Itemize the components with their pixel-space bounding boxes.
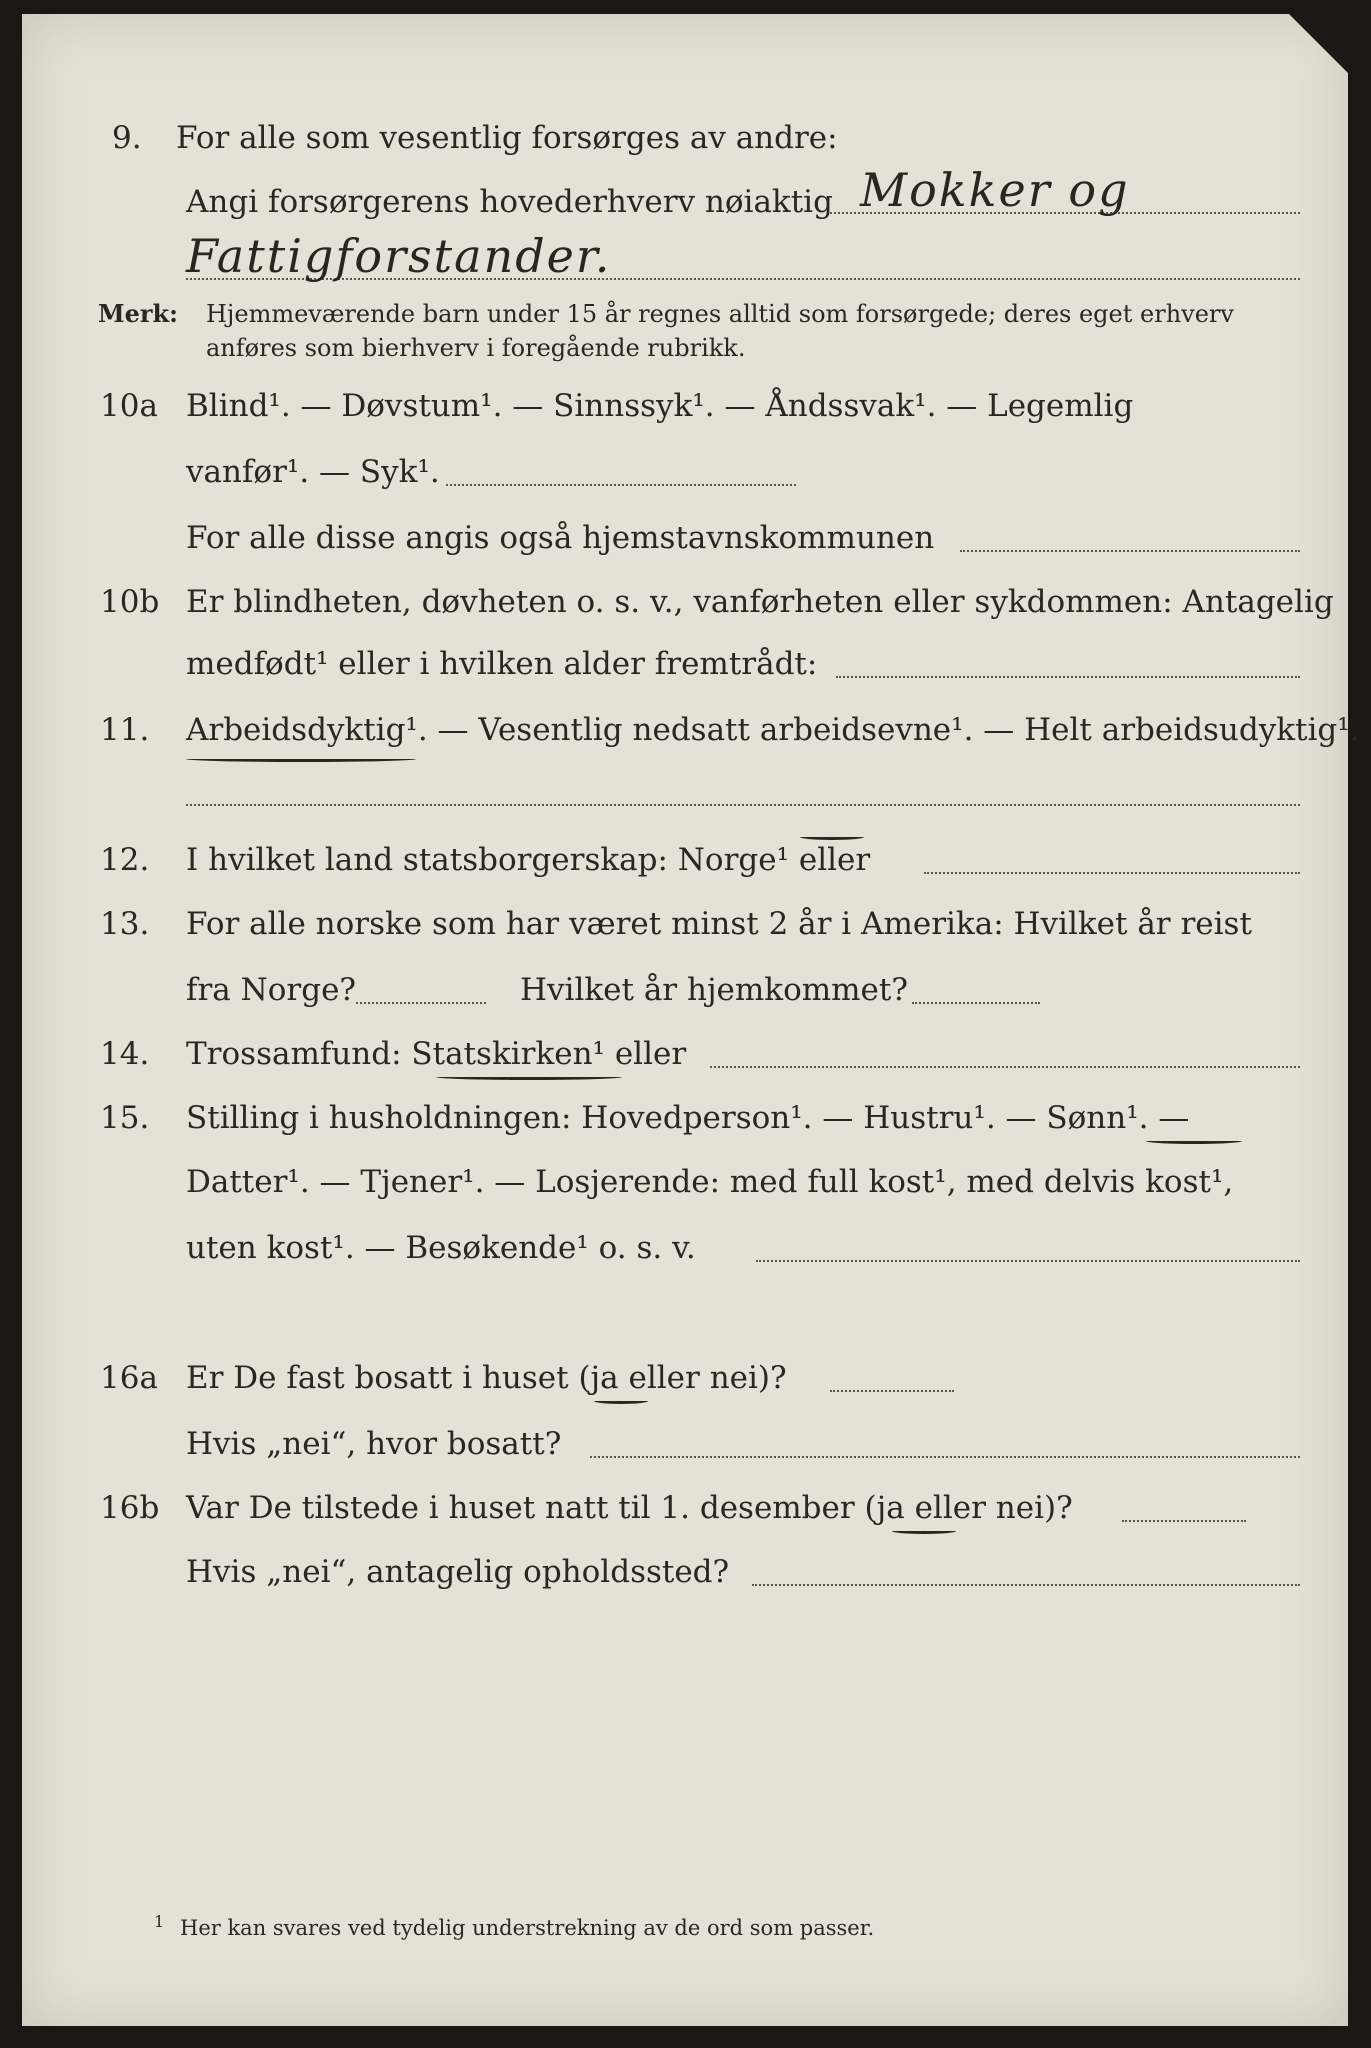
q11-number: 11.	[100, 712, 150, 748]
q10a-number: 10a	[100, 388, 158, 424]
q14-text: Trossamfund: Statskirken¹ eller	[186, 1036, 687, 1072]
q14-underline-mark	[436, 1074, 622, 1080]
q10b-text-1: Er blindheten, døvheten o. s. v., vanførheten eller sykdommen: Antagelig	[186, 584, 1334, 620]
folded-corner	[1289, 14, 1349, 74]
merk-text-1: Hjemmeværende barn under 15 år regnes alltid som forsørgede; deres eget erhverv	[206, 300, 1234, 328]
q16b-number: 16b	[100, 1490, 160, 1526]
q12-text: I hvilket land statsborgerskap: Norge¹ eller	[186, 842, 871, 878]
q10a-text-2: vanfør¹. — Syk¹.	[186, 454, 440, 490]
q10a-answer-line-1	[446, 482, 796, 486]
q15-underline-mark	[1146, 1138, 1242, 1144]
q15-text-1: Stilling i husholdningen: Hovedperson¹. — Hustru¹. — Sønn¹. —	[186, 1100, 1190, 1136]
footnote-mark: 1	[154, 1912, 165, 1931]
q13-text-1: For alle norske som har været minst 2 år i Amerika: Hvilket år reist	[186, 906, 1252, 942]
q10b-number: 10b	[100, 584, 160, 620]
q10a-text-3: For alle disse angis også hjemstavnskommunen	[186, 520, 935, 556]
q13-text-2a: fra Norge?	[186, 972, 357, 1008]
q11-text: Arbeidsdyktig¹. — Vesentlig nedsatt arbeidsevne¹. — Helt arbeidsudyktig¹.	[186, 712, 1360, 748]
q12-answer-line	[924, 870, 1300, 874]
q10a-text-1: Blind¹. — Døvstum¹. — Sinnssyk¹. — Åndssvak¹. — Legemlig	[186, 388, 1134, 424]
q14-answer-line	[710, 1064, 1300, 1068]
q16a-text-2: Hvis „nei“, hvor bosatt?	[186, 1426, 562, 1462]
q9-prompt: Angi forsørgerens hovederhverv nøiaktig	[186, 184, 833, 220]
q9-handwritten-answer-1: Mokker og	[860, 163, 1130, 217]
q15-text-2: Datter¹. — Tjener¹. — Losjerende: med full kost¹, med delvis kost¹,	[186, 1164, 1234, 1200]
merk-label: Merk:	[98, 299, 178, 328]
q16b-text-1: Var De tilstede i huset natt til 1. desember (ja eller nei)?	[186, 1490, 1073, 1526]
q15-number: 15.	[100, 1100, 150, 1136]
q16b-answer-line-2	[752, 1582, 1300, 1586]
q15-answer-line	[756, 1258, 1300, 1262]
q9-heading: For alle som vesentlig forsørges av andre:	[176, 120, 838, 156]
q9-number: 9.	[112, 120, 142, 156]
q12-number: 12.	[100, 842, 150, 878]
q13-answer-line-2	[912, 1000, 1040, 1004]
q13-number: 13.	[100, 906, 150, 942]
q16b-text-2: Hvis „nei“, antagelig opholdssted?	[186, 1554, 730, 1590]
q16a-underline-mark	[594, 1398, 648, 1404]
q15-text-3: uten kost¹. — Besøkende¹ o. s. v.	[186, 1230, 696, 1266]
q10b-answer-line	[836, 674, 1300, 678]
q13-text-2b: Hvilket år hjemkommet?	[520, 972, 908, 1008]
q16b-underline-mark	[892, 1528, 956, 1534]
q9-handwritten-answer-2: Fattigforstander.	[186, 229, 612, 283]
q14-number: 14.	[100, 1036, 150, 1072]
q10b-text-2: medfødt¹ eller i hvilken alder fremtrådt:	[186, 646, 818, 682]
q11-answer-line	[186, 802, 1300, 806]
q12-underline-mark	[800, 834, 864, 840]
q16a-answer-line-1	[830, 1388, 954, 1392]
q16a-number: 16a	[100, 1360, 158, 1396]
q10a-answer-line-2	[960, 548, 1300, 552]
merk-text-2: anføres som bierhverv i foregående rubrikk.	[206, 334, 746, 362]
q16b-answer-line-1	[1122, 1518, 1246, 1522]
q13-answer-line-1	[356, 1000, 486, 1004]
footnote-text: Her kan svares ved tydelig understrekning av de ord som passer.	[180, 1916, 875, 1940]
q11-underline-mark	[186, 756, 416, 762]
q16a-text-1: Er De fast bosatt i huset (ja eller nei)?	[186, 1360, 787, 1396]
q16a-answer-line-2	[590, 1454, 1300, 1458]
